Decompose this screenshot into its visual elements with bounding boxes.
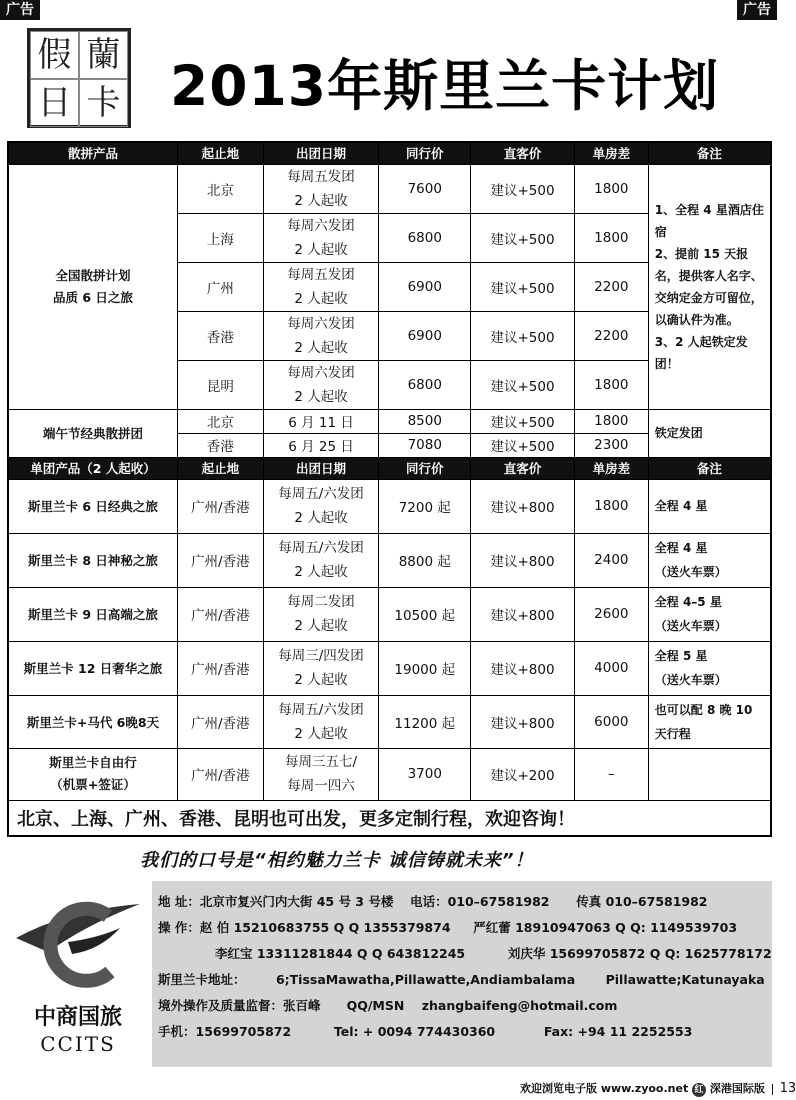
departure-city: 香港 xyxy=(177,311,263,360)
departure-dates: 每周五/六发团 2 人起收 xyxy=(263,533,379,587)
col-header: 同行价 xyxy=(379,457,471,479)
departure-date: 6 月 25 日 xyxy=(263,433,379,457)
product-name: 斯里兰卡 9 日高端之旅 xyxy=(8,587,177,641)
single-supplement: 2400 xyxy=(574,533,648,587)
operator-line xyxy=(158,941,772,967)
product-name: 斯里兰卡自由行 （机票+签证） xyxy=(8,748,177,800)
direct-price: 建议+800 xyxy=(471,641,575,695)
peer-price: 6800 xyxy=(379,213,471,262)
seal-char: 蘭 xyxy=(79,31,128,79)
departure-dates: 每周二发团 2 人起收 xyxy=(263,587,379,641)
operator-line xyxy=(158,915,766,941)
operator-contact: 赵 伯 15210683755 Q Q 1355379874 xyxy=(199,920,451,935)
remarks: 铁定发团 xyxy=(648,409,771,457)
departure-dates: 每周五/六发团 2 人起收 xyxy=(263,695,379,748)
direct-price: 建议+500 xyxy=(471,409,575,433)
departure-dates: 每周六发团 2 人起收 xyxy=(263,213,379,262)
peer-price: 10500 起 xyxy=(379,587,471,641)
direct-price: 建议+500 xyxy=(471,433,575,457)
operator-contact: 刘庆华 15699705872 Q Q: 1625778172 xyxy=(507,946,772,961)
direct-price: 建议+800 xyxy=(471,479,575,533)
departure-city: 北京 xyxy=(177,164,263,213)
remarks xyxy=(648,748,771,800)
departure-city: 广州/香港 xyxy=(177,695,263,748)
departure-dates: 每周三/四发团 2 人起收 xyxy=(263,641,379,695)
peer-price: 7080 xyxy=(379,433,471,457)
col-header: 直客价 xyxy=(471,457,575,479)
remarks: 也可以配 8 晚 10 天行程 xyxy=(648,695,771,748)
peer-price: 7600 xyxy=(379,164,471,213)
seal-logo xyxy=(27,28,131,128)
single-supplement: 1800 xyxy=(574,360,648,409)
direct-price: 建议+800 xyxy=(471,533,575,587)
direct-price: 建议+800 xyxy=(471,587,575,641)
peer-price: 8800 起 xyxy=(379,533,471,587)
departure-city: 广州/香港 xyxy=(177,587,263,641)
operator-contact: 严红蕾 18910947063 Q Q: 1149539703 xyxy=(473,920,738,935)
address: 地 址：北京市复兴门内大街 45 号 3 号楼 xyxy=(158,894,394,909)
departure-dates: 每周六发团 2 人起收 xyxy=(263,360,379,409)
telephone: Tel: + 0094 774430360 xyxy=(333,1024,496,1039)
peer-price: 11200 起 xyxy=(379,695,471,748)
single-supplement: 1800 xyxy=(574,409,648,433)
single-header-row xyxy=(8,457,771,479)
slogan: 我们的口号是“相约魅力兰卡 诚信铸就未来”！ xyxy=(140,850,534,871)
col-header: 单房差 xyxy=(574,457,648,479)
footer-text: 欢迎浏览电子版 www.zyoo.net xyxy=(520,1082,689,1095)
single-supplement: 2200 xyxy=(574,311,648,360)
table-row xyxy=(8,479,771,533)
departure-dates: 每周三五七/ 每周一四六 xyxy=(263,748,379,800)
seal-char: 卡 xyxy=(79,79,128,127)
phone: 电话：010–67581982 xyxy=(410,894,550,909)
direct-price: 建议+200 xyxy=(471,748,575,800)
single-supplement: – xyxy=(574,748,648,800)
direct-price: 建议+500 xyxy=(471,262,575,311)
page-title: 2013年斯里兰卡计划 xyxy=(170,54,720,118)
single-supplement: 6000 xyxy=(574,695,648,748)
departure-city: 上海 xyxy=(177,213,263,262)
seal-char: 日 xyxy=(30,79,79,127)
departure-date: 6 月 11 日 xyxy=(263,409,379,433)
peer-price: 19000 起 xyxy=(379,641,471,695)
product-name: 端午节经典散拼团 xyxy=(8,409,177,457)
peer-price: 6800 xyxy=(379,360,471,409)
col-header: 备注 xyxy=(648,457,771,479)
remarks: 1、全程 4 星酒店住宿 2、提前 15 天报名，提供客人名字、交纳定金方可留位，以确认件为准。 3、2 人起铁定发团！ xyxy=(648,164,771,409)
product-name: 全国散拼计划 品质 6 日之旅 xyxy=(8,164,177,409)
departure-dates: 每周五/六发团 2 人起收 xyxy=(263,479,379,533)
price-table xyxy=(7,141,772,837)
peer-price: 6900 xyxy=(379,262,471,311)
table-row xyxy=(8,695,771,748)
operator-contact: 李红宝 13311281844 Q Q 643812245 xyxy=(215,946,466,961)
direct-price: 建议+500 xyxy=(471,360,575,409)
product-name: 斯里兰卡+马代 6晚8天 xyxy=(8,695,177,748)
direct-price: 建议+500 xyxy=(471,164,575,213)
peer-price: 7200 起 xyxy=(379,479,471,533)
fax: 传真 010–67581982 xyxy=(576,894,708,909)
product-name: 斯里兰卡 8 日神秘之旅 xyxy=(8,533,177,587)
mobile-line xyxy=(158,1019,766,1045)
ad-label-left: 广告 xyxy=(0,0,40,20)
col-header: 出团日期 xyxy=(263,142,379,164)
contact-info xyxy=(152,881,772,1067)
departure-city: 昆明 xyxy=(177,360,263,409)
departure-city: 广州/香港 xyxy=(177,641,263,695)
edition-name: 深港国际版 xyxy=(709,1082,765,1095)
footer-mark-icon: 红 xyxy=(692,1083,706,1097)
single-supplement: 2300 xyxy=(574,433,648,457)
product-name: 斯里兰卡 6 日经典之旅 xyxy=(8,479,177,533)
ad-label-right: 广告 xyxy=(737,0,777,20)
single-supplement: 1800 xyxy=(574,164,648,213)
company-name-cn: 中商国旅 xyxy=(33,1005,122,1030)
supervisor-contact: 境外操作及质量监督：张百峰 QQ/MSN zhangbaifeng@hotmail.com xyxy=(158,998,618,1013)
peer-price: 6900 xyxy=(379,311,471,360)
departure-dates: 每周六发团 2 人起收 xyxy=(263,311,379,360)
single-supplement: 1800 xyxy=(574,479,648,533)
departure-dates: 每周五发团 2 人起收 xyxy=(263,164,379,213)
fax-number: Fax: +94 11 2252553 xyxy=(543,1024,693,1039)
direct-price: 建议+800 xyxy=(471,695,575,748)
col-header: 直客价 xyxy=(471,142,575,164)
departure-city: 广州/香港 xyxy=(177,533,263,587)
single-supplement: 2200 xyxy=(574,262,648,311)
company-logo-icon xyxy=(8,880,148,1000)
col-header: 散拼产品 xyxy=(8,142,177,164)
sri-lanka-address: 斯里兰卡地址： 6;TissaMawatha,Pillawatte,Andiambalama Pillawatte;Katunayaka xyxy=(158,972,765,987)
direct-price: 建议+500 xyxy=(471,213,575,262)
table-row xyxy=(8,748,771,800)
remarks: 全程 5 星 （送火车票） xyxy=(648,641,771,695)
col-header: 单房差 xyxy=(574,142,648,164)
remarks: 全程 4 星 （送火车票） xyxy=(648,533,771,587)
table-row xyxy=(8,533,771,587)
departure-city: 北京 xyxy=(177,409,263,433)
departure-city: 广州/香港 xyxy=(177,748,263,800)
table-row xyxy=(8,409,771,433)
departure-city: 香港 xyxy=(177,433,263,457)
table-footer-note: 北京、上海、广州、香港、昆明也可出发，更多定制行程，欢迎咨询！ xyxy=(8,800,771,836)
table-footer-row xyxy=(8,800,771,836)
remarks: 全程 4 星 xyxy=(648,479,771,533)
single-supplement: 1800 xyxy=(574,213,648,262)
table-row xyxy=(8,641,771,695)
departure-city: 广州/香港 xyxy=(177,479,263,533)
col-header: 起止地 xyxy=(177,142,263,164)
seal-char: 假 xyxy=(30,31,79,79)
peer-price: 8500 xyxy=(379,409,471,433)
operator-label: 操 作： xyxy=(158,920,200,935)
col-header: 出团日期 xyxy=(263,457,379,479)
col-header: 同行价 xyxy=(379,142,471,164)
table-row xyxy=(8,587,771,641)
remarks: 全程 4–5 星 （送火车票） xyxy=(648,587,771,641)
mobile: 手机：15699705872 xyxy=(158,1024,292,1039)
group-header-row xyxy=(8,142,771,164)
page-footer xyxy=(520,1080,796,1097)
peer-price: 3700 xyxy=(379,748,471,800)
single-supplement: 2600 xyxy=(574,587,648,641)
departure-dates: 每周五发团 2 人起收 xyxy=(263,262,379,311)
direct-price: 建议+500 xyxy=(471,311,575,360)
departure-city: 广州 xyxy=(177,262,263,311)
product-name: 斯里兰卡 12 日奢华之旅 xyxy=(8,641,177,695)
col-header: 单团产品（2 人起收） xyxy=(8,457,177,479)
col-header: 备注 xyxy=(648,142,771,164)
address-line xyxy=(158,889,766,915)
page-number: 13 xyxy=(779,1081,796,1096)
table-row xyxy=(8,164,771,213)
company-name-en: CCITS xyxy=(40,1032,116,1056)
single-supplement: 4000 xyxy=(574,641,648,695)
col-header: 起止地 xyxy=(177,457,263,479)
